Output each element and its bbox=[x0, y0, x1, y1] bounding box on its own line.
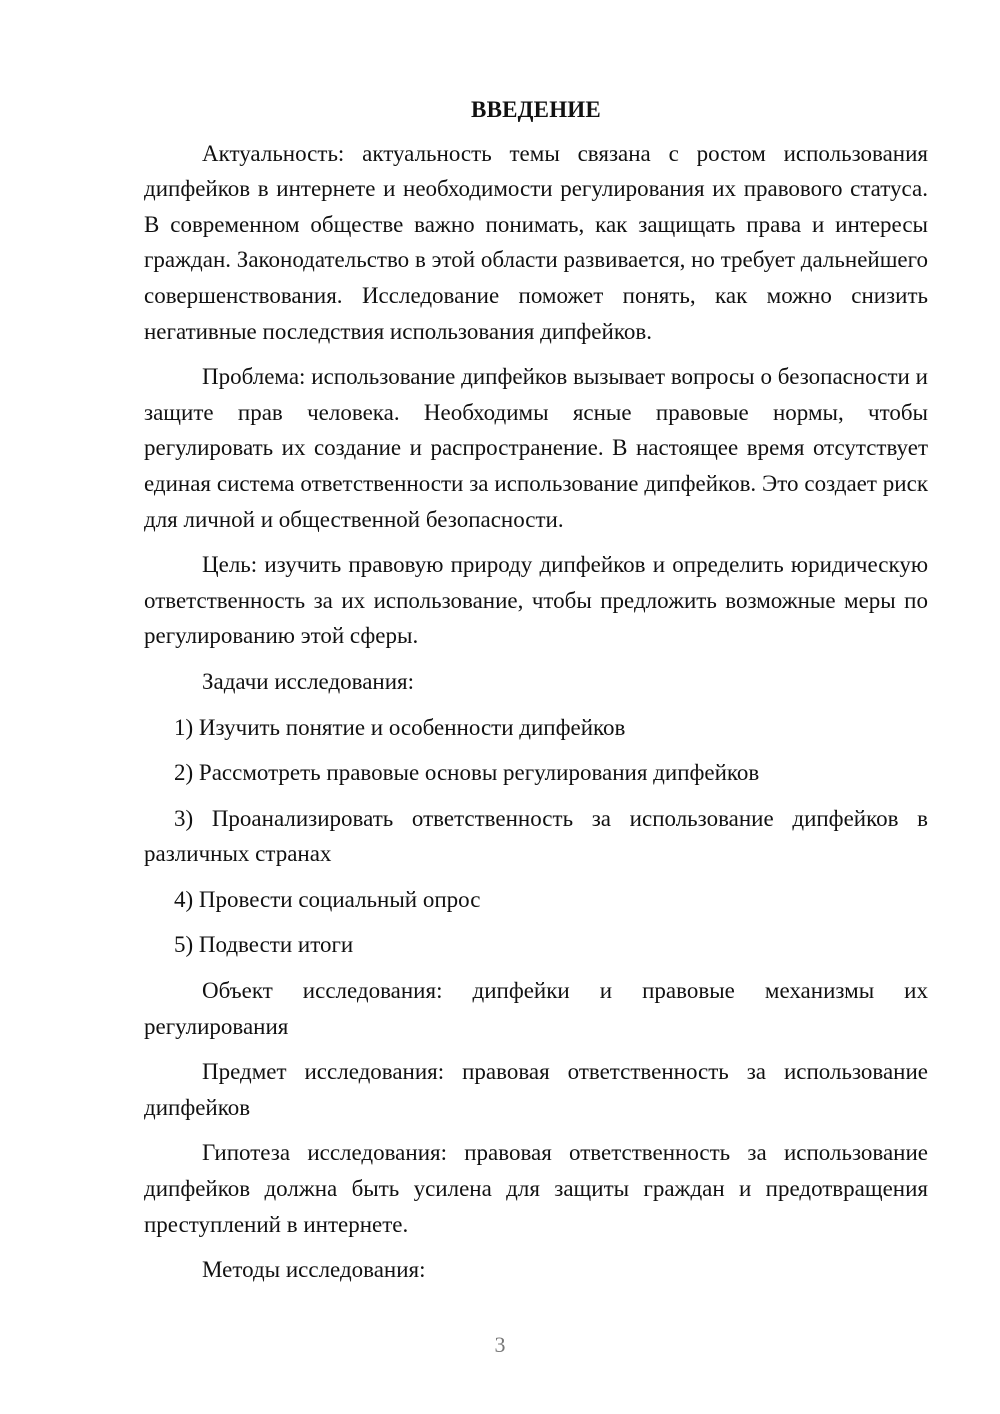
paragraph-object: Объект исследования: дипфейки и правовые механизмы их регулирования bbox=[144, 978, 928, 1039]
paragraph-hypothesis: Гипотеза исследования: правовая ответственность за использование дипфейков должна быть усилена для защиты граждан и предотвращения преступлений в интернете. bbox=[144, 1140, 928, 1237]
section-title: ВВЕДЕНИЕ bbox=[471, 97, 601, 122]
paragraph-actuality: Актуальность: актуальность темы связана с ростом использования дипфейков в интернете и необходимости регулирования их правового статуса. В современном обществе важно понимать, как защищать права и интересы граждан. Законодательство в этой области развивается, но требует дальнейшего совершенствования. Исследование поможет понять, как можно снизить негативные последствия использования дипфейков. bbox=[144, 140, 928, 344]
paragraph-goal: Цель: изучить правовую природу дипфейков и определить юридическую ответственность за их использование, чтобы предложить возможные меры по регулированию этой сферы. bbox=[144, 552, 928, 649]
page-number: 3 bbox=[494, 1332, 506, 1357]
task-item: 3) Проанализировать ответственность за использование дипфейков в различных странах bbox=[144, 805, 928, 867]
methods-heading: Методы исследования: bbox=[202, 1257, 426, 1283]
task-item: 1) Изучить понятие и особенности дипфейков bbox=[174, 714, 626, 740]
paragraph-problem: Проблема: использование дипфейков вызывает вопросы о безопасности и защите прав человека. Необходимы ясные правовые нормы, чтобы регулировать их создание и распространение. В настоящее время отсутствует единая система ответственности за использование дипфейков. Это создает риск для личной и общественной безопасности. bbox=[144, 364, 928, 532]
task-item: 4) Провести социальный опрос bbox=[174, 886, 481, 912]
task-item: 5) Подвести итоги bbox=[174, 932, 354, 958]
page-content bbox=[144, 92, 928, 1288]
task-item: 2) Рассмотреть правовые основы регулирования дипфейков bbox=[174, 760, 760, 786]
paragraph-subject: Предмет исследования: правовая ответственность за использование дипфейков bbox=[144, 1059, 928, 1120]
tasks-heading: Задачи исследования: bbox=[202, 668, 415, 694]
